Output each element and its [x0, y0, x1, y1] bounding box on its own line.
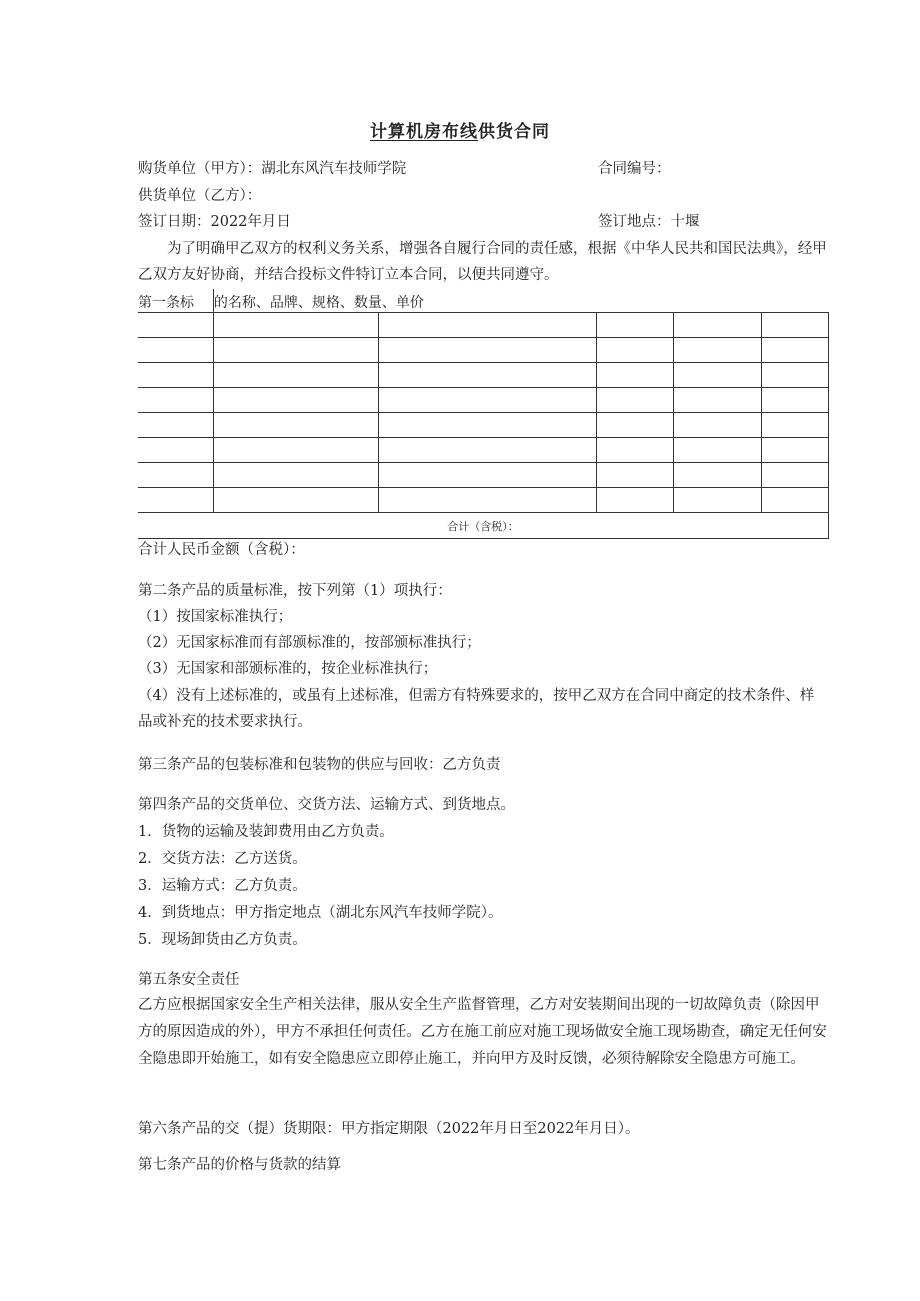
article-2-item-1: （1）按国家标准执行；	[138, 609, 293, 625]
article-2-item-2: （2）无国家标准而有部颁标准的，按部颁标准执行；	[138, 635, 481, 651]
article-2-item-4: （4）没有上述标准的，或虽有上述标准，但需方有特殊要求的，按甲乙双方在合同中商定的技术条件、样品或补充的技术要求执行。	[138, 688, 815, 730]
article-4-item-2: 2．交货方法：乙方送货。	[138, 851, 307, 867]
table-row	[138, 438, 829, 463]
table-total-label: 合计（含税）：	[138, 513, 829, 539]
article-2-heading: 第二条产品的质量标准，按下列第（1）项执行：	[138, 583, 452, 599]
document-title	[0, 117, 920, 142]
article-3: 第三条产品的包装标准和包装物的供应与回收：乙方负责	[138, 757, 501, 773]
table-row	[138, 463, 829, 488]
article-7: 第七条产品的价格与货款的结算	[138, 1157, 341, 1173]
goods-table	[138, 289, 829, 539]
table-total-row	[138, 513, 829, 539]
total-rmb-line: 合计人民币金额（含税）：	[138, 542, 305, 558]
buyer-line: 购货单位（甲方）：湖北东风汽车技师学院	[138, 161, 407, 177]
intro-paragraph: 为了明确甲乙双方的权利义务关系，增强各自履行合同的责任感，根据《中华人民共和国民法典》，经甲乙双方友好协商，并结合投标文件特订立本合同，以便共同遵守。	[138, 241, 827, 283]
table-row	[138, 388, 829, 413]
article-5-body: 乙方应根据国家安全生产相关法律，服从安全生产监督管理，乙方对安装期间出现的一切故障负责（除因甲方的原因造成的外），甲方不承担任何责任。乙方在施工前应对施工现场做安全施工现场勘查，确定无任何安全隐患即开始施工，如有安全隐患应立即停止施工，并向甲方及时反馈，必须待解除安全隐患方可施工。	[138, 997, 827, 1067]
article-4-item-5: 5．现场卸货由乙方负责。	[138, 932, 307, 948]
table-row	[138, 488, 829, 513]
article-2-item-3: （3）无国家和部颁标准的，按企业标准执行；	[138, 661, 438, 677]
sign-place-line: 签订地点：十堰	[598, 214, 700, 230]
table-row	[138, 363, 829, 388]
title-rest: 供货合同	[478, 122, 550, 142]
title-underlined-part: 计算机房布线	[370, 122, 478, 142]
table-row	[138, 313, 829, 338]
article-6: 第六条产品的交（提）货期限：甲方指定期限（2022年月日至2022年月日）。	[138, 1121, 640, 1137]
supplier-line: 供货单位（乙方）：	[138, 188, 262, 204]
article-4-item-3: 3．运输方式：乙方负责。	[138, 878, 307, 894]
table-row	[138, 338, 829, 363]
table-header-row	[138, 289, 829, 313]
contract-number-label: 合同编号：	[598, 161, 671, 177]
table-head-right: 的名称、品牌、规格、数量、单价	[213, 289, 828, 313]
article-4-heading: 第四条产品的交货单位、交货方法、运输方式、到货地点。	[138, 797, 515, 813]
article-5-heading: 第五条安全责任	[138, 972, 240, 988]
table-row	[138, 413, 829, 438]
article-4-item-1: 1．货物的运输及装卸费用由乙方负责。	[138, 824, 394, 840]
table-head-left: 第一条标	[138, 289, 213, 313]
article-4-item-4: 4．到货地点：甲方指定地点（湖北东风汽车技师学院）。	[138, 905, 503, 921]
sign-date-line: 签订日期：2022年月日	[138, 214, 291, 230]
